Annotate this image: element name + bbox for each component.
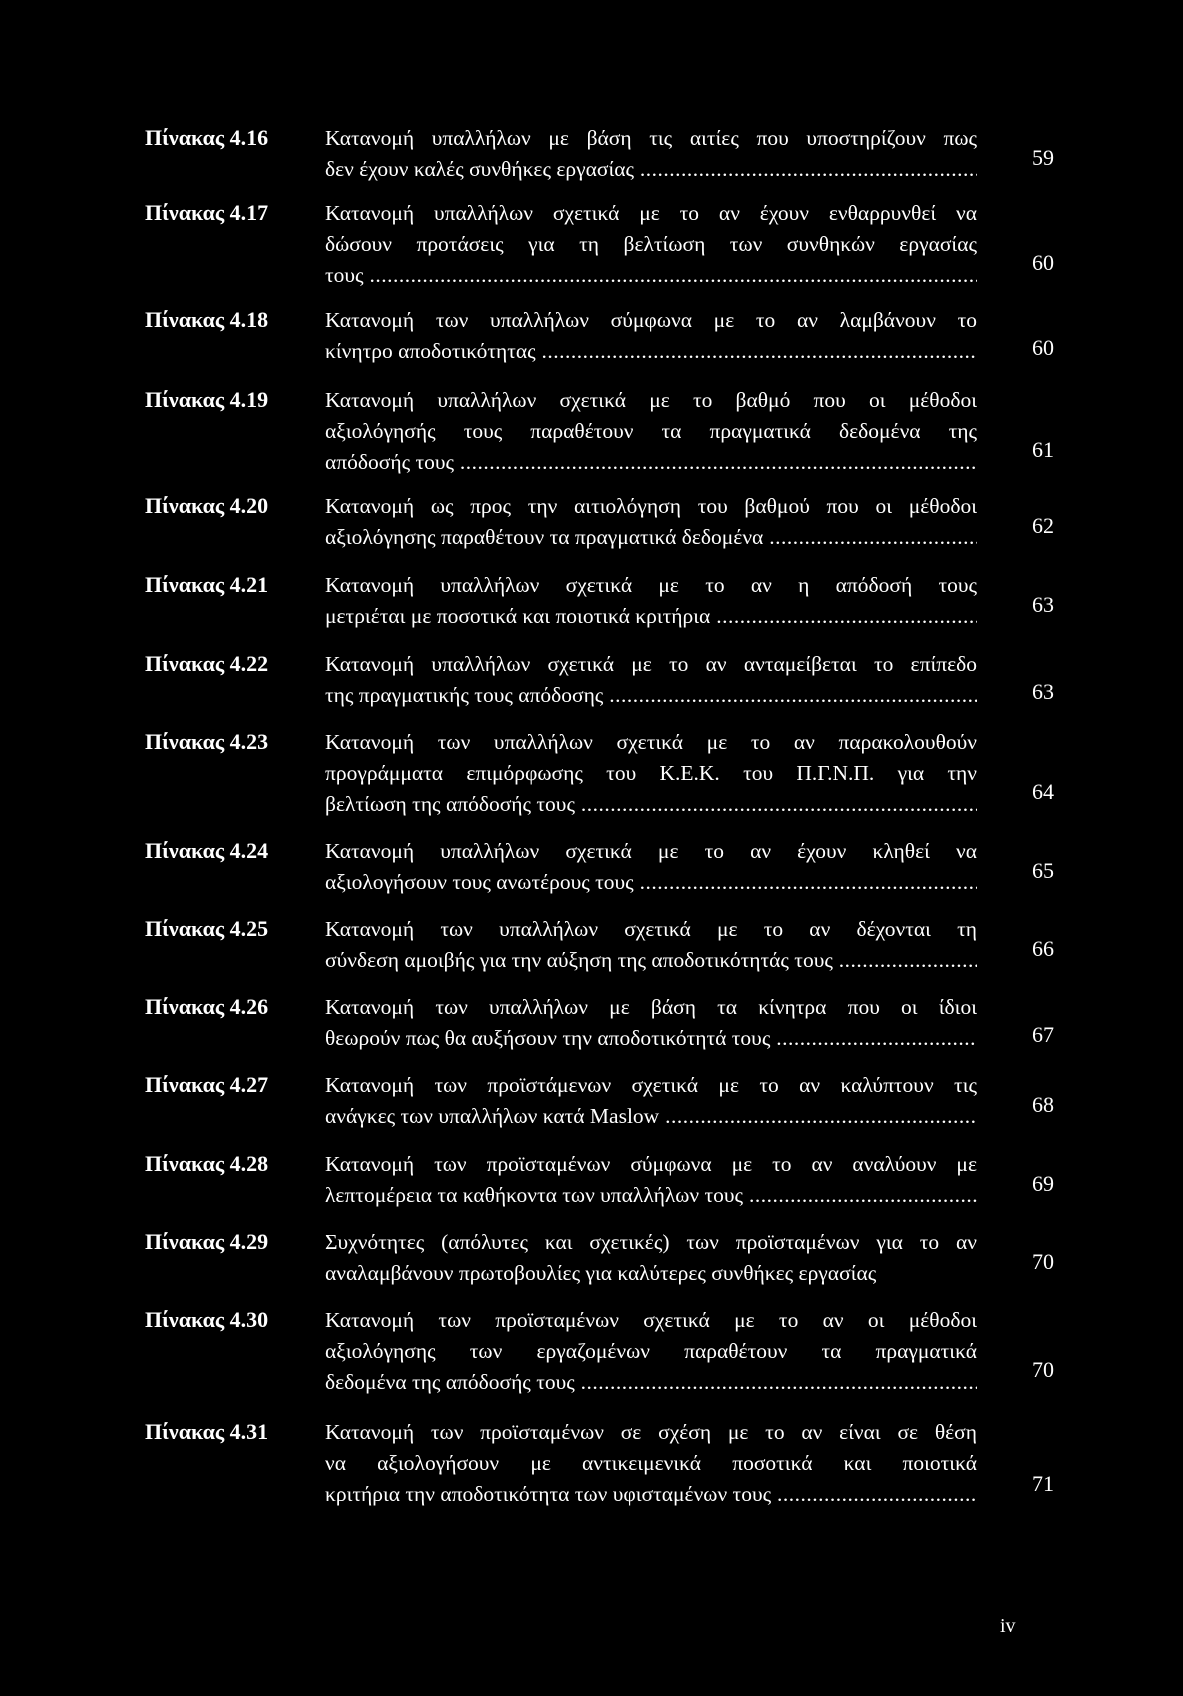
description-line: ανάγκες των υπαλλήλων κατά Maslow ..... [325,1101,977,1132]
description-line: αξιολόγησής τους παραθέτουν τα πραγματικά δεδομένα της [325,419,977,443]
table-description [325,649,977,711]
table-description [325,123,977,185]
description-line: Κατανομή των υπαλλήλων σχετικά με το αν παρακολουθούν [325,730,977,754]
table-description [325,1417,977,1510]
table-label: Πίνακας 4.29 [145,1229,269,1254]
table-label: Πίνακας 4.23 [145,729,269,754]
table-description [325,570,977,632]
description-line: Κατανομή των προϊσταμένων σε σχέση με το αν είναι σε θέση [325,1420,977,1444]
description-line: απόδοσής τους ..... [325,447,977,478]
table-label: Πίνακας 4.16 [145,125,269,150]
table-description [325,198,977,291]
description-line: τους ..... [325,260,977,291]
description-line: κίνητρο αποδοτικότητας ..... [325,336,977,367]
table-label: Πίνακας 4.18 [145,307,269,332]
description-line: αξιολόγησης των εργαζομένων παραθέτουν τα πραγματικά [325,1339,977,1363]
table-label: Πίνακας 4.22 [145,651,269,676]
page-number: 64 [1032,779,1054,804]
page-number-footer: iv [1000,1615,1016,1637]
page-number: 69 [1032,1171,1054,1196]
description-line: Κατανομή των υπαλλήλων με βάση τα κίνητρα που οι ίδιοι [325,995,977,1019]
table-description [325,727,977,820]
table-description [325,992,977,1054]
table-description [325,305,977,367]
description-line: δεδομένα της απόδοσής τους ..... [325,1367,977,1398]
table-description [325,491,977,553]
description-line: λεπτομέρεια τα καθήκοντα των υπαλλήλων τους ..... [325,1180,977,1211]
description-line: της πραγματικής τους απόδοσης ..... [325,680,977,711]
description-line: δεν έχουν καλές συνθήκες εργασίας ..... [325,154,977,185]
table-description [325,1305,977,1398]
description-line: Κατανομή υπαλλήλων σχετικά με το αν έχουν ενθαρρυνθεί να [325,201,977,225]
table-description [325,1070,977,1132]
table-label: Πίνακας 4.30 [145,1307,269,1332]
page-number: 71 [1032,1471,1054,1496]
table-description [325,1227,977,1289]
page-number: 68 [1032,1092,1054,1117]
page-number: 65 [1032,858,1054,883]
page-number: 62 [1032,513,1054,538]
table-label: Πίνακας 4.26 [145,994,269,1019]
table-description [325,385,977,478]
table-label: Πίνακας 4.31 [145,1419,269,1444]
description-line: αξιολογήσουν τους ανωτέρους τους ..... [325,867,977,898]
table-label: Πίνακας 4.19 [145,387,269,412]
description-line: σύνδεση αμοιβής για την αύξηση της αποδοτικότητάς τους ..... [325,945,977,976]
page-number: 66 [1032,936,1054,961]
page-number: 60 [1032,250,1054,275]
table-description [325,1149,977,1211]
table-description [325,914,977,976]
page-number: 63 [1032,679,1054,704]
page-number: 70 [1032,1249,1054,1274]
description-line: Κατανομή υπαλλήλων σχετικά με το αν έχουν κληθεί να [325,839,977,863]
description-line: αναλαμβάνουν πρωτοβουλίες για καλύτερες συνθήκες εργασίας [325,1261,877,1285]
page-number: 70 [1032,1357,1054,1382]
page-number: 61 [1032,437,1054,462]
table-label: Πίνακας 4.21 [145,572,269,597]
description-line: Κατανομή ως προς την αιτιολόγηση του βαθμού που οι μέθοδοι [325,494,977,518]
table-label: Πίνακας 4.28 [145,1151,269,1176]
table-label: Πίνακας 4.27 [145,1072,269,1097]
description-line: Κατανομή υπαλλήλων σχετικά με το αν ανταμείβεται το επίπεδο [325,652,977,676]
description-line: Κατανομή υπαλλήλων σχετικά με το αν η απόδοσή τους [325,573,977,597]
description-line: μετριέται με ποσοτικά και ποιοτικά κριτήρια ..... [325,601,977,632]
page-number: 59 [1032,145,1054,170]
description-line: αξιολόγησης παραθέτουν τα πραγματικά δεδομένα ..... [325,522,977,553]
page-number: 67 [1032,1022,1054,1047]
table-description [325,836,977,898]
description-line: Συχνότητες (απόλυτες και σχετικές) των προϊσταμένων για το αν [325,1230,977,1254]
description-line: Κατανομή των υπαλλήλων σύμφωνα με το αν λαμβάνουν το [325,308,977,332]
description-line: βελτίωση της απόδοσής τους ..... [325,789,977,820]
description-line: Κατανομή των υπαλλήλων σχετικά με το αν δέχονται τη [325,917,977,941]
table-label: Πίνακας 4.25 [145,916,269,941]
table-label: Πίνακας 4.24 [145,838,269,863]
description-line: Κατανομή των προϊστάμενων σχετικά με το αν καλύπτουν τις [325,1073,977,1097]
description-line: Κατανομή των προϊσταμένων σχετικά με το αν οι μέθοδοι [325,1308,977,1332]
description-line: προγράμματα επιμόρφωσης του Κ.Ε.Κ. του Π.Γ.Ν.Π. για την [325,761,977,785]
description-line: Κατανομή των προϊσταμένων σύμφωνα με το αν αναλύουν με [325,1152,977,1176]
description-line: θεωρούν πως θα αυξήσουν την αποδοτικότητά τους ..... [325,1023,977,1054]
table-label: Πίνακας 4.20 [145,493,269,518]
page-number: 60 [1032,335,1054,360]
description-line: Κατανομή υπαλλήλων με βάση τις αιτίες που υποστηρίζουν πως [325,126,977,150]
description-line: κριτήρια την αποδοτικότητα των υφισταμένων τους ..... [325,1479,977,1510]
description-line: Κατανομή υπαλλήλων σχετικά με το βαθμό που οι μέθοδοι [325,388,977,412]
page-number: 63 [1032,592,1054,617]
description-line: δώσουν προτάσεις για τη βελτίωση των συνθηκών εργασίας [325,232,977,256]
description-line: να αξιολογήσουν με αντικειμενικά ποσοτικά και ποιοτικά [325,1451,977,1475]
table-label: Πίνακας 4.17 [145,200,269,225]
